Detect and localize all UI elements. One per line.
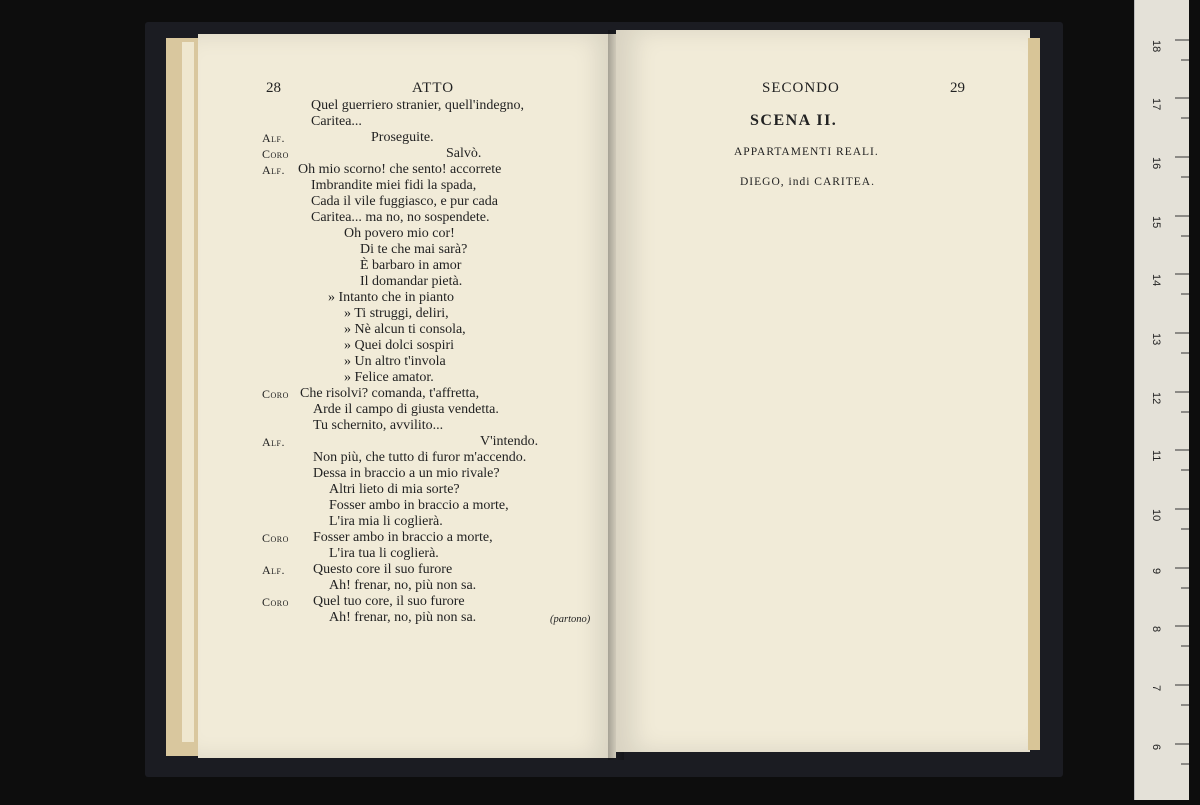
left-page <box>198 34 616 758</box>
verse-line: » Un altro t'invola <box>344 354 446 369</box>
ruler-ticks <box>1135 0 1189 800</box>
scene-characters: DIEGO, indi CARITEA. <box>740 176 875 188</box>
verse-line: Arde il campo di giusta vendetta. <box>313 402 499 417</box>
verse-line: È barbaro in amor <box>360 258 462 273</box>
svg-text:14: 14 <box>1150 274 1162 287</box>
verse-line: Che risolvi? comanda, t'affretta, <box>300 386 480 401</box>
verse-line: Quel tuo core, il suo furore <box>313 594 465 609</box>
page-number-right: 29 <box>950 80 965 96</box>
speaker-label: Alf. <box>262 563 286 577</box>
svg-text:17: 17 <box>1150 98 1162 111</box>
verse-line: Di te che mai sarà? <box>360 242 468 257</box>
scene-title: SCENA II. <box>750 112 838 129</box>
speaker-label: Coro <box>262 147 289 161</box>
verse-line: Imbrandite miei fidi la spada, <box>311 178 477 193</box>
verse-line: Questo core il suo furore <box>313 562 453 577</box>
verse-line: Ah! frenar, no, più non sa. <box>329 578 477 593</box>
speaker-label: Alf. <box>262 131 286 145</box>
svg-text:18: 18 <box>1150 40 1162 53</box>
svg-text:7: 7 <box>1150 685 1162 692</box>
verse-line: Ah! frenar, no, più non sa. <box>329 610 477 625</box>
verse-line: Salvò. <box>446 146 482 161</box>
running-header-right: SECONDO <box>762 80 840 96</box>
speaker-label: Alf. <box>262 163 286 177</box>
svg-text:10: 10 <box>1150 509 1162 522</box>
right-page <box>616 30 1030 752</box>
page-number-left: 28 <box>266 80 281 96</box>
verse-line: Oh mio scorno! che sento! accorrete <box>298 162 502 177</box>
speaker-label: Coro <box>262 531 289 545</box>
verse-line: Altri lieto di mia sorte? <box>329 482 460 497</box>
svg-text:11: 11 <box>1150 450 1162 462</box>
speaker-label: Alf. <box>262 435 286 449</box>
verse-line: » Felice amator. <box>344 370 434 385</box>
svg-text:12: 12 <box>1150 392 1162 405</box>
measuring-ruler <box>1134 0 1189 800</box>
verse-line: Oh povero mio cor! <box>344 226 455 241</box>
speaker-label: Coro <box>262 595 289 609</box>
scene-setting: APPARTAMENTI REALI. <box>734 146 879 158</box>
verse-line: » Ti struggi, deliri, <box>344 306 449 321</box>
verse-line: » Quei dolci sospiri <box>344 338 455 353</box>
verse-line: L'ira tua li coglierà. <box>329 546 439 561</box>
verse-line: Non più, che tutto di furor m'accendo. <box>313 450 527 465</box>
svg-text:9: 9 <box>1150 568 1162 575</box>
stage-direction: (partono) <box>550 614 591 625</box>
verse-line: Il domandar pietà. <box>360 274 463 289</box>
verse-line: Caritea... ma no, no sospendete. <box>311 210 490 225</box>
svg-text:15: 15 <box>1150 216 1162 229</box>
verse-line: Fosser ambo in braccio a morte, <box>329 498 509 513</box>
svg-text:16: 16 <box>1150 157 1162 170</box>
svg-text:8: 8 <box>1150 626 1162 633</box>
verse-line: Cada il vile fuggiasco, e pur cada <box>311 194 498 209</box>
verse-line: V'intendo. <box>480 434 539 449</box>
verse-line: » Intanto che in pianto <box>328 290 454 305</box>
verse-line: Quel guerriero stranier, quell'indegno, <box>311 98 525 113</box>
svg-text:13: 13 <box>1150 333 1162 346</box>
verse-line: Tu schernito, avvilito... <box>313 418 444 433</box>
verse-line: Caritea... <box>311 114 362 129</box>
speaker-label: Coro <box>262 387 289 401</box>
verse-line: L'ira mia li coglierà. <box>329 514 443 529</box>
page-edges-right <box>1028 38 1040 750</box>
verse-line: Proseguite. <box>371 130 434 145</box>
verse-line: » Nè alcun ti consola, <box>344 322 466 337</box>
svg-text:6: 6 <box>1150 744 1162 751</box>
verse-line: Dessa in braccio a un mio rivale? <box>313 466 500 481</box>
running-header-left: ATTO <box>412 80 455 96</box>
verse-line: Fosser ambo in braccio a morte, <box>313 530 493 545</box>
page-edges-left-inner <box>182 42 194 742</box>
